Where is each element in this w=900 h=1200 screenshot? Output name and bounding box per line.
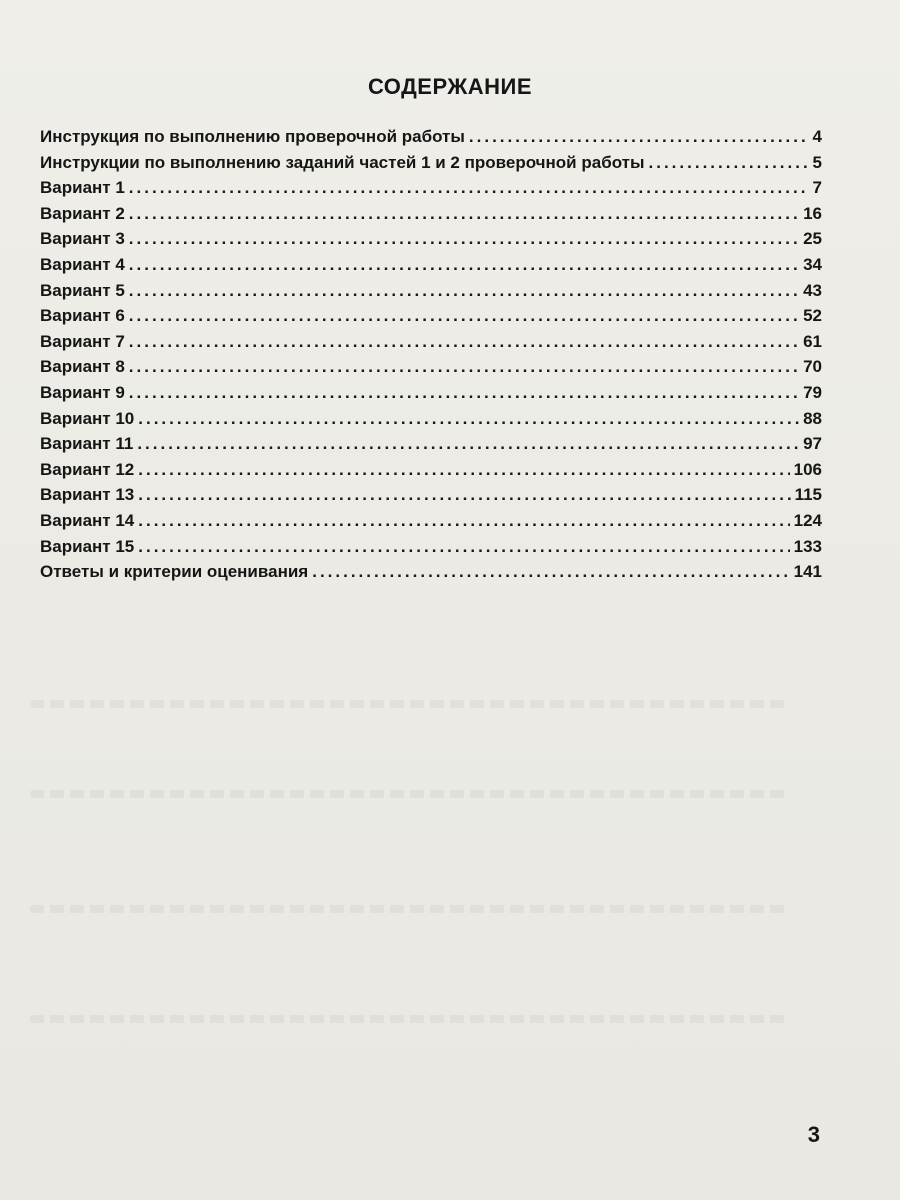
page-number: 3	[807, 1122, 820, 1147]
toc-leader-dots	[312, 559, 789, 585]
toc-entry-label: Вариант 10	[40, 408, 135, 428]
toc-entry-label: Вариант 1	[40, 178, 125, 198]
table-of-contents	[40, 124, 822, 585]
toc-entry	[40, 354, 822, 380]
toc-entry-label: Вариант 14	[40, 510, 135, 530]
toc-entry	[40, 201, 822, 227]
toc-entry	[40, 482, 822, 508]
toc-entry-label: Вариант 2	[40, 203, 125, 223]
toc-entry	[40, 380, 822, 406]
toc-entry	[40, 252, 822, 278]
toc-leader-dots	[138, 482, 790, 508]
toc-entry-label: Вариант 9	[40, 382, 125, 402]
bleed-through-texture	[30, 790, 790, 798]
toc-entry	[40, 508, 822, 534]
toc-entry-page: 34	[803, 254, 822, 274]
toc-entry-label: Вариант 11	[40, 434, 134, 454]
toc-entry-page: 25	[803, 229, 822, 249]
toc-entry-label: Вариант 3	[40, 229, 125, 249]
toc-entry-page: 106	[793, 459, 822, 479]
toc-entry-label: Инструкции по выполнению заданий частей 1 и 2 проверочной работы	[40, 152, 645, 172]
toc-entry-page: 88	[803, 408, 822, 428]
toc-leader-dots	[129, 252, 799, 278]
toc-entry-page: 5	[812, 152, 822, 172]
toc-entry	[40, 559, 822, 585]
toc-entry	[40, 150, 822, 176]
toc-leader-dots	[138, 406, 799, 432]
toc-entry-page: 97	[803, 434, 822, 454]
toc-entry-label: Вариант 7	[40, 331, 125, 351]
toc-entry	[40, 303, 822, 329]
toc-entry-page: 115	[794, 485, 822, 505]
toc-leader-dots	[129, 303, 799, 329]
toc-entry-page: 133	[793, 536, 822, 556]
toc-entry-label: Вариант 12	[40, 459, 135, 479]
toc-entry-page: 79	[803, 382, 822, 402]
toc-entry	[40, 226, 822, 252]
toc-entry	[40, 457, 822, 483]
toc-leader-dots	[129, 201, 799, 227]
bleed-through-texture	[30, 905, 790, 913]
toc-entry	[40, 534, 822, 560]
toc-entry-page: 7	[812, 178, 822, 198]
toc-entry-page: 61	[803, 331, 822, 351]
toc-leader-dots	[129, 329, 799, 355]
toc-leader-dots	[649, 150, 809, 176]
toc-entry-page: 70	[803, 357, 822, 377]
toc-entry-label: Вариант 4	[40, 254, 125, 274]
toc-entry	[40, 431, 822, 457]
toc-entry-page: 141	[793, 562, 822, 582]
toc-entry-page: 52	[803, 306, 822, 326]
toc-leader-dots	[129, 175, 809, 201]
page-title: СОДЕРЖАНИЕ	[367, 74, 533, 99]
bleed-through-texture	[30, 700, 790, 708]
toc-leader-dots	[469, 124, 809, 150]
toc-entry	[40, 278, 822, 304]
toc-entry	[40, 124, 822, 150]
toc-entry-label: Вариант 15	[40, 536, 135, 556]
toc-entry-page: 16	[803, 203, 822, 223]
toc-entry-label: Ответы и критерии оценивания	[40, 562, 309, 582]
bleed-through-texture	[30, 1015, 790, 1023]
toc-entry-page: 124	[793, 510, 822, 530]
toc-leader-dots	[129, 226, 799, 252]
toc-entry-label: Вариант 6	[40, 306, 125, 326]
toc-leader-dots	[138, 508, 789, 534]
toc-leader-dots	[138, 534, 789, 560]
toc-leader-dots	[129, 278, 799, 304]
toc-leader-dots	[129, 380, 799, 406]
toc-entry-label: Вариант 13	[40, 485, 135, 505]
toc-entry	[40, 406, 822, 432]
toc-entry-page: 4	[812, 127, 822, 146]
toc-leader-dots	[138, 457, 789, 483]
toc-entry-label: Вариант 8	[40, 357, 125, 377]
toc-entry-label: Вариант 5	[40, 280, 125, 300]
toc-leader-dots	[137, 431, 799, 457]
toc-entry-label: Инструкция по выполнению проверочной работы	[40, 127, 465, 146]
toc-leader-dots	[129, 354, 799, 380]
toc-entry	[40, 329, 822, 355]
toc-entry-page: 43	[803, 280, 822, 300]
toc-entry	[40, 175, 822, 201]
